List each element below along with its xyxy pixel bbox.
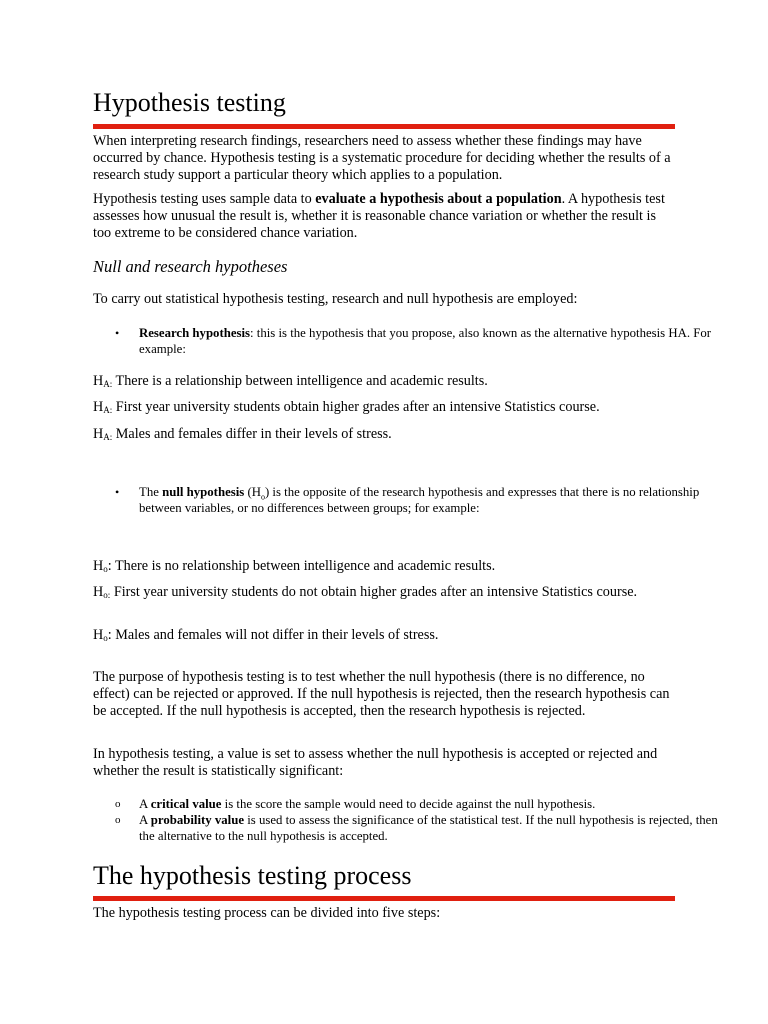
h0-prefix: H (93, 627, 104, 643)
circle-bullet-mark: o (115, 814, 121, 826)
research-hypothesis-text: : this is the hypothesis that you propose, also known as the alternative hypothesis HA. For example: (139, 326, 712, 356)
research-hypothesis-bullet (93, 325, 721, 357)
null-text-before: The (139, 485, 163, 499)
ha-subscript: A: (103, 379, 113, 389)
para2-bold: evaluate a hypothesis about a population (315, 191, 562, 207)
para2-text-before: Hypothesis testing uses sample data to (93, 191, 316, 207)
ha-prefix: H (93, 399, 104, 415)
value-paragraph: In hypothesis testing, a value is set to assess whether the null hypothesis is accepted or rejected and whether the result is statistically significant: (93, 746, 658, 780)
ha-text: First year university students obtain higher grades after an intensive Statistics course. (112, 399, 600, 415)
para2-text-after: . A hypothesis test assesses how unusual the result is, whether it is reasonable chance variation or whether the result is too extreme to be considered chance variation. (93, 191, 665, 242)
h0-prefix: H (93, 584, 104, 600)
ha-text: Males and females differ in their levels of stress. (112, 426, 392, 442)
null-subscript: o (260, 492, 265, 502)
section-title-process: The hypothesis testing process (93, 861, 412, 890)
null-hypothesis-term: null hypothesis (162, 485, 245, 499)
null-hypothesis-text: ) is the opposite of the research hypothesis and expresses that there is no relationship between variables, or no differences between groups; for example: (139, 485, 700, 515)
h0-example-2 (93, 584, 675, 601)
h0-subscript: o (103, 633, 108, 643)
ha-example-1 (93, 373, 675, 390)
probability-text-before: A (139, 813, 151, 827)
circle-bullet-mark: o (115, 798, 121, 810)
h0-subscript: o (103, 564, 108, 574)
critical-text-before: A (139, 797, 151, 811)
intro-paragraph: When interpreting research findings, researchers need to assess whether these findings may have occurred by chance. Hypothesis testing is a systematic procedure for deciding whether the results of a research study support a particular theory which applies to a population. (93, 133, 671, 184)
subsection-title: Null and research hypotheses (93, 257, 288, 276)
ha-text: There is a relationship between intelligence and academic results. (112, 373, 488, 389)
sample-data-paragraph (93, 191, 675, 243)
research-hypothesis-term: Research hypothesis (139, 326, 251, 340)
title-rule (93, 124, 675, 129)
h0-text: : Males and females will not differ in their levels of stress. (107, 627, 439, 643)
ha-prefix: H (93, 373, 104, 389)
h0-text: First year university students do not obtain higher grades after an intensive Statistics course. (110, 584, 638, 600)
ha-subscript: A: (103, 432, 113, 442)
bullet-mark: • (115, 485, 120, 499)
ha-subscript: A: (103, 405, 113, 415)
probability-value-bullet (93, 812, 721, 844)
h0-example-1 (93, 558, 675, 575)
probability-value-term: probability value (150, 813, 245, 827)
h0-text: : There is no relationship between intelligence and academic results. (107, 558, 496, 574)
null-text-paren: (H (244, 485, 261, 499)
probability-value-text: is used to assess the significance of the statistical test. If the null hypothesis is rejected, then the alternative to the null hypothesis is accepted. (139, 813, 718, 843)
critical-value-term: critical value (150, 797, 222, 811)
ha-example-3 (93, 426, 675, 443)
critical-value-text: is the score the sample would need to decide against the null hypothesis. (221, 797, 596, 811)
ha-prefix: H (93, 426, 104, 442)
process-intro: The hypothesis testing process can be divided into five steps: (93, 905, 441, 921)
h0-example-3 (93, 627, 675, 644)
subsection-intro: To carry out statistical hypothesis testing, research and null hypothesis are employed: (93, 291, 578, 307)
bullet-mark: • (115, 326, 120, 340)
process-title-rule (93, 896, 675, 901)
purpose-paragraph: The purpose of hypothesis testing is to test whether the null hypothesis (there is no difference, no effect) can be rejected or approved. If the null hypothesis is rejected, then the research hypothesis can be accepted. If the null hypothesis is accepted, then the research hypothesis is rejected. (93, 669, 670, 720)
critical-value-bullet (93, 796, 721, 812)
null-hypothesis-bullet (93, 484, 721, 516)
h0-subscript: o: (103, 590, 111, 600)
section-title-hypothesis-testing: Hypothesis testing (93, 88, 286, 117)
h0-prefix: H (93, 558, 104, 574)
ha-example-2 (93, 399, 675, 416)
